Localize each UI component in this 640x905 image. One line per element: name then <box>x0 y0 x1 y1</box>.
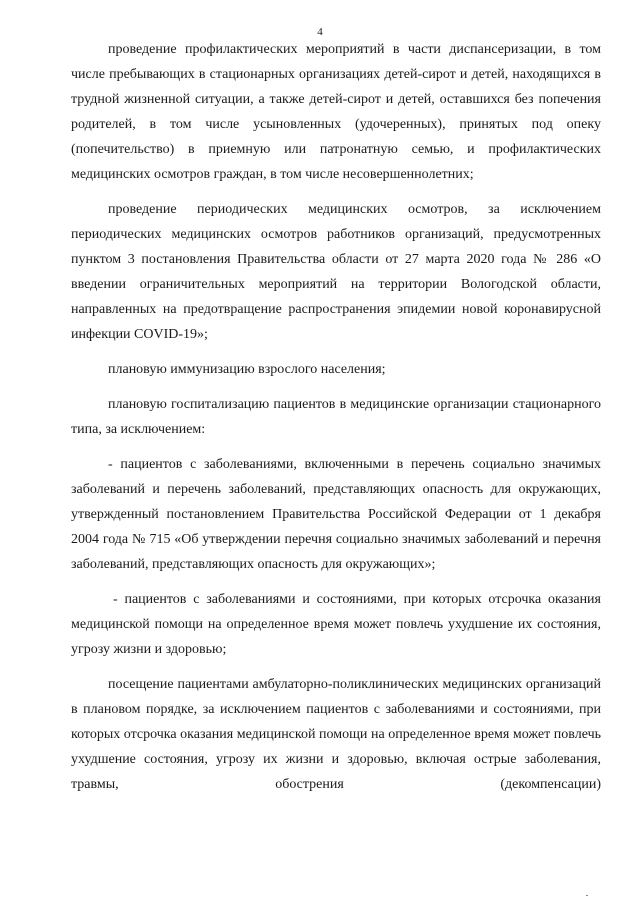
paragraph-dispensarization: проведение профилактических мероприятий в части диспансеризации, в том числе пребывающих в стационарных организациях детей-сирот и детей, находящихся в трудной жизненной ситуации, а также детей-сирот и детей, оставшихся без попечения родителей, в том числе усыновленных (удочеренных), принятых под опеку (попечительство) в приемную или патронатную семью, и профилактических медицинских осмотров граждан, в том числе несовершеннолетних; <box>71 42 601 182</box>
paragraph-outpatient-visits: посещение пациентами амбулаторно-поликлинических медицинских организаций в плановом порядке, за исключением пациентов с заболеваниями и состояниями, при которых отсрочка оказания медицинской помощи на определенное время может повлечь ухудшение состояния, угрозу их жизни и здоровью, включая острые заболевания, травмы, обострения (декомпенсации) <box>71 677 601 792</box>
paragraph-immunization: плановую иммунизацию взрослого населения; <box>108 362 386 377</box>
paragraph-hospitalization: плановую госпитализацию пациентов в медицинские организации стационарного типа, за исключением: <box>71 397 601 437</box>
document-body <box>71 37 601 797</box>
paragraph-periodic-exams: проведение периодических медицинских осмотров, за исключением периодических медицинских осмотров работников организаций, предусмотренных пунктом 3 постановления Правительства области от 27 марта 2020 года № 286 «О введении ограничительных мероприятий на территории Вологодской области, направленных на предотвращение распространения эпидемии новой коронавирусной инфекции COVID-19»; <box>71 202 601 342</box>
scan-artifact <box>586 895 588 896</box>
page-number: 4 <box>317 26 323 38</box>
list-item-socially-significant: - пациентов с заболеваниями, включенными в перечень социально значимых заболеваний и перечень заболеваний, представляющих опасность для окружающих, утвержденный постановлением Правительства Российской Федерации от 1 декабря 2004 года № 715 «Об утверждении перечня социально значимых заболеваний и перечня заболеваний, представляющих опасность для окружающих»; <box>71 457 601 572</box>
list-item-urgent-conditions: - пациентов с заболеваниями и состояниями, при которых отсрочка оказания медицинской помощи на определенное время может повлечь ухудшение их состояния, угрозу жизни и здоровью; <box>71 592 601 657</box>
